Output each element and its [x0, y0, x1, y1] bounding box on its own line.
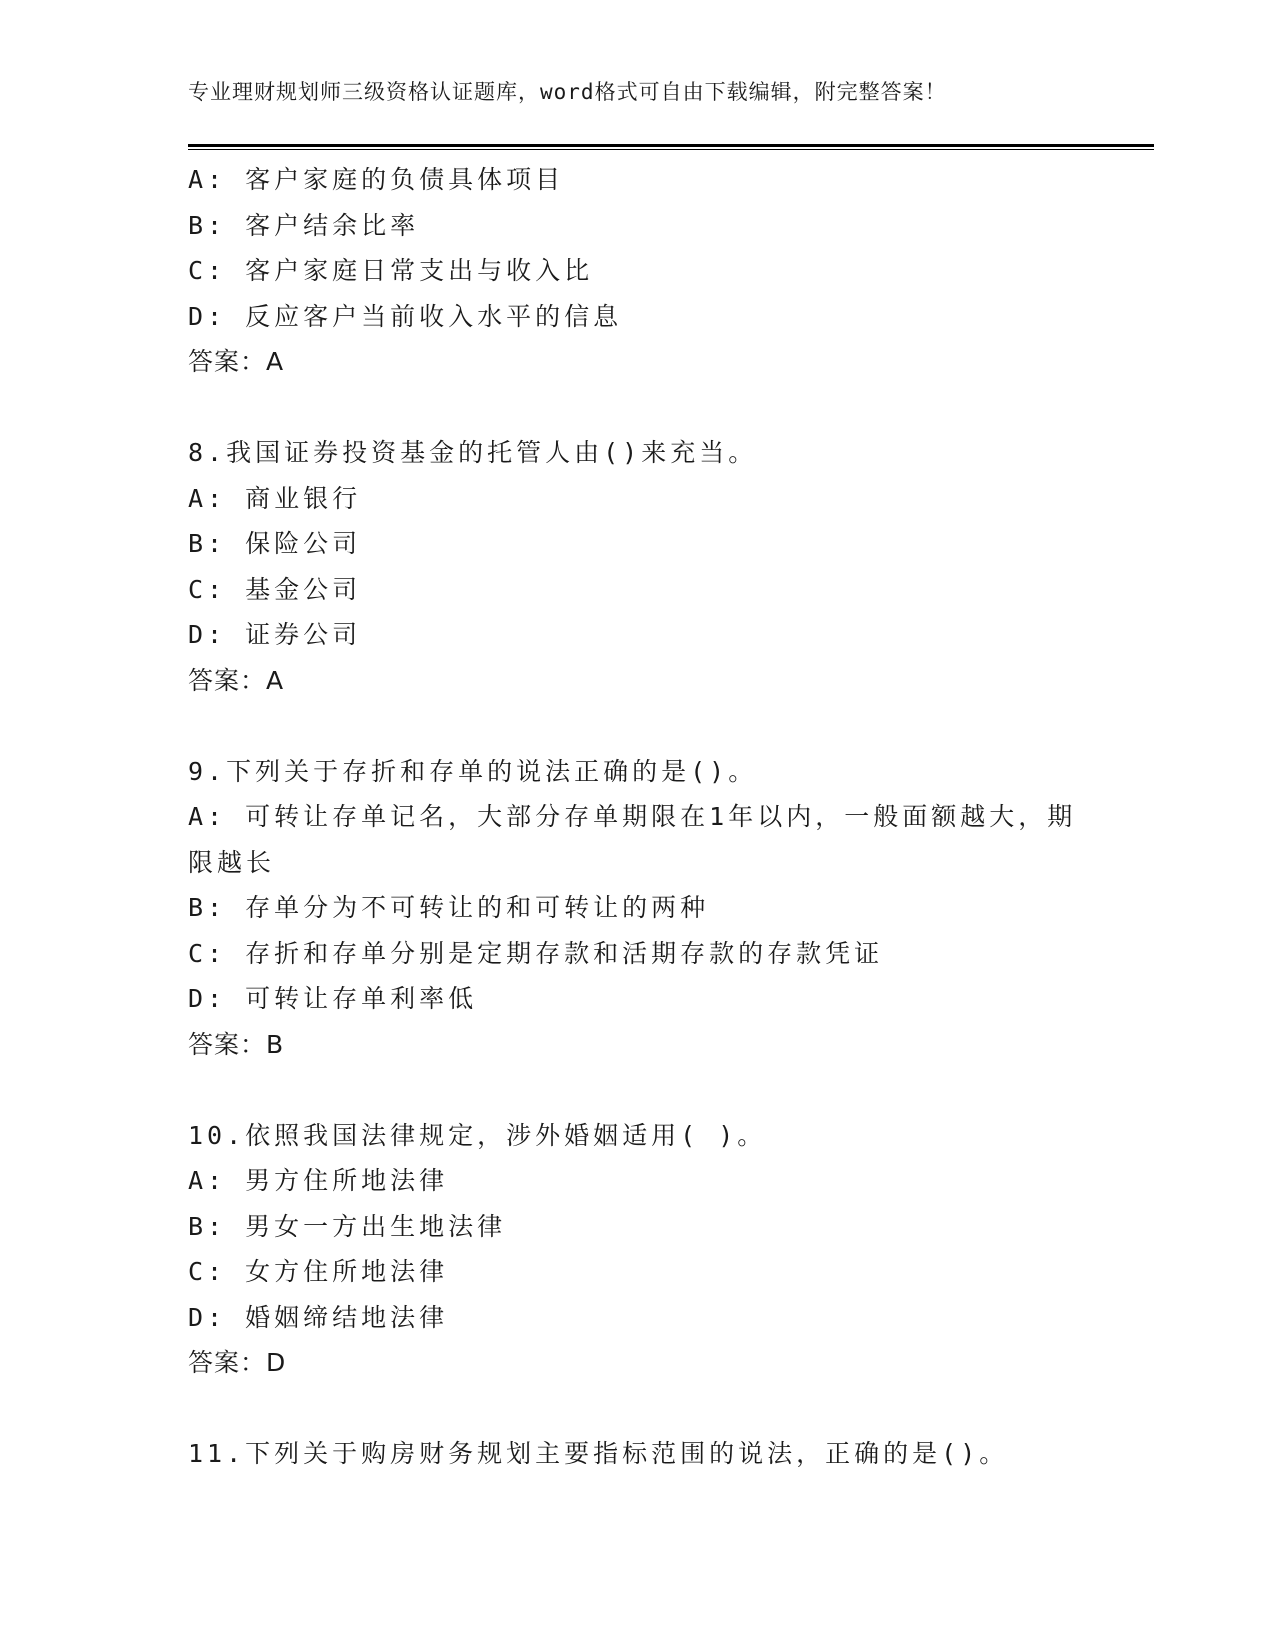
option-d: D: 婚姻缔结地法律	[188, 1302, 449, 1332]
answer-line	[188, 339, 1088, 385]
page-header: 专业理财规划师三级资格认证题库，word格式可自由下载编辑，附完整答案！	[188, 80, 947, 104]
option-c: C: 女方住所地法律	[188, 1257, 449, 1286]
option-c: C: 客户家庭日常支出与收入比	[188, 256, 594, 285]
option-c: C: 基金公司	[188, 574, 362, 604]
option-a: A: 可转让存单记名，大部分存单期限在1年以内，一般面额越大，期限越长	[188, 802, 1077, 877]
option-a: A: 客户家庭的负债具体项目	[188, 165, 565, 194]
answer-line	[188, 1340, 1088, 1386]
answer-value: A	[266, 665, 285, 695]
option-b: B: 保险公司	[188, 529, 362, 558]
question-list	[188, 157, 1088, 1477]
question-block-9	[188, 749, 1088, 1068]
option-d: D: 可转让存单利率低	[188, 984, 478, 1013]
header-rule-thick	[188, 144, 1154, 147]
option-d: D: 反应客户当前收入水平的信息	[188, 301, 623, 331]
answer-value: A	[266, 347, 285, 376]
question-block-10	[188, 1113, 1088, 1386]
option-b: B: 客户结余比率	[188, 210, 420, 240]
answer-label: 答案：	[188, 347, 267, 376]
option-c: C: 存折和存单分别是定期存款和活期存款的存款凭证	[188, 938, 884, 968]
answer-label: 答案：	[188, 665, 267, 695]
question-text: 8.我国证券投资基金的托管人由()来充当。	[188, 438, 758, 467]
question-text: 11.下列关于购房财务规划主要指标范围的说法，正确的是()。	[188, 1439, 1009, 1468]
answer-label: 答案：	[188, 1348, 267, 1377]
option-b: B: 存单分为不可转让的和可转让的两种	[188, 893, 710, 922]
question-text: 10.依照我国法律规定，涉外婚姻适用( )。	[188, 1120, 767, 1150]
question-block-7	[188, 157, 1088, 385]
answer-line	[188, 1022, 1088, 1068]
question-text: 9.下列关于存折和存单的说法正确的是()。	[188, 756, 758, 786]
answer-label: 答案：	[188, 1029, 267, 1059]
question-block-11	[188, 1431, 1088, 1477]
answer-line	[188, 658, 1088, 704]
option-a: A: 男方住所地法律	[188, 1166, 449, 1195]
header-rule-thin	[188, 149, 1154, 150]
option-b: B: 男女一方出生地法律	[188, 1211, 507, 1241]
answer-value: B	[266, 1029, 285, 1059]
answer-value: D	[266, 1348, 287, 1377]
option-a: A: 商业银行	[188, 483, 362, 513]
option-d: D: 证券公司	[188, 620, 362, 649]
question-block-8	[188, 430, 1088, 703]
